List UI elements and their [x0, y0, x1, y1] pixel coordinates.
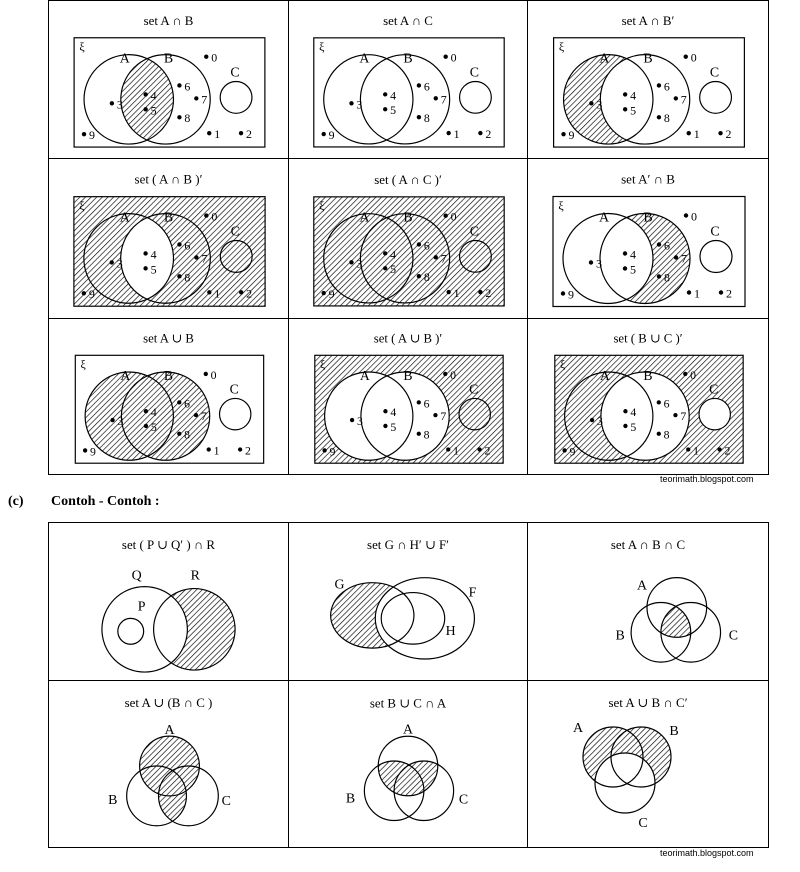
element-dot [717, 447, 721, 451]
element-4: 4 [390, 406, 397, 420]
element-0: 0 [690, 368, 697, 382]
label-f: F [468, 585, 477, 601]
element-dot [623, 251, 627, 255]
element-dot [143, 266, 147, 270]
element-dot [143, 107, 147, 111]
element-dot [433, 413, 437, 417]
element-dot [238, 447, 242, 451]
element-8: 8 [184, 111, 191, 126]
label-b: B [163, 367, 174, 383]
credit-bottom: teorimath.blogspot.com [660, 848, 754, 858]
example-cell [528, 523, 768, 681]
label-g: G [334, 577, 345, 593]
element-0: 0 [450, 368, 457, 382]
venn-cell [49, 159, 289, 318]
element-dot [177, 400, 181, 404]
element-6: 6 [184, 238, 191, 253]
element-dot [417, 400, 421, 404]
element-1: 1 [693, 127, 700, 142]
universe-symbol: ξ [558, 198, 564, 213]
element-dot [683, 372, 687, 376]
cell-title: set ( A ∩ B )′ [134, 171, 203, 187]
example-title: set ( P ∪ Q′ ) ∩ R [121, 536, 216, 552]
element-0: 0 [450, 50, 457, 65]
element-2: 2 [726, 286, 732, 301]
element-dot [82, 291, 86, 295]
element-5: 5 [630, 103, 637, 118]
element-dot [143, 92, 147, 96]
element-8: 8 [423, 270, 430, 285]
element-dot [718, 131, 722, 135]
example-diagram [289, 523, 527, 680]
element-dot [590, 418, 594, 422]
venn-diagram [289, 1, 527, 158]
venn-diagram [528, 319, 768, 474]
element-7: 7 [440, 251, 447, 266]
element-dot [322, 132, 326, 136]
element-dot [434, 255, 438, 259]
element-2: 2 [725, 127, 732, 142]
element-5: 5 [150, 420, 157, 434]
element-dot [239, 290, 243, 294]
element-dot [657, 432, 661, 436]
cell-title: set ( A ∩ C )′ [374, 172, 442, 187]
element-dot [687, 131, 691, 135]
element-dot [562, 448, 566, 452]
example-title: set A ∩ B ∩ C [610, 536, 686, 552]
element-6: 6 [663, 79, 670, 94]
venn-cell [528, 1, 768, 159]
element-dot [684, 213, 688, 217]
element-4: 4 [150, 88, 157, 103]
label-a: A [119, 210, 130, 226]
label-a: A [164, 723, 175, 739]
element-0: 0 [691, 209, 697, 224]
label-b: B [669, 724, 679, 739]
label-c: C [469, 381, 479, 397]
label-a: A [120, 367, 131, 383]
label-a: A [402, 722, 414, 738]
element-9: 9 [88, 287, 95, 302]
element-dot [674, 255, 678, 259]
element-dot [657, 83, 661, 87]
element-9: 9 [89, 128, 95, 143]
element-8: 8 [423, 428, 430, 442]
element-8: 8 [184, 428, 191, 442]
example-cell [49, 523, 289, 681]
element-dot [561, 132, 565, 136]
label-a: A [359, 367, 370, 383]
element-dot [383, 424, 387, 428]
element-dot [417, 115, 421, 119]
element-8: 8 [663, 111, 670, 126]
element-4: 4 [390, 88, 397, 103]
element-dot [657, 274, 661, 278]
element-6: 6 [184, 397, 191, 411]
element-dot [83, 448, 87, 452]
element-dot [444, 214, 448, 218]
element-5: 5 [630, 262, 636, 277]
element-2: 2 [485, 127, 492, 142]
venn-cell [49, 319, 289, 474]
label-b: B [643, 210, 653, 226]
example-diagram [528, 681, 768, 847]
universe-symbol: ξ [79, 198, 85, 213]
element-dot [110, 101, 114, 105]
universe-symbol: ξ [558, 39, 565, 54]
element-3: 3 [356, 97, 363, 112]
examples-grid [48, 522, 769, 848]
element-9: 9 [329, 445, 336, 459]
element-dot [110, 418, 114, 422]
element-dot [623, 266, 627, 270]
venn-cell [289, 159, 528, 318]
element-dot [673, 413, 677, 417]
element-dot [478, 290, 482, 294]
label-c: C [458, 792, 469, 808]
label-a: A [598, 210, 610, 226]
label-b: B [615, 628, 625, 644]
element-3: 3 [116, 97, 123, 112]
element-3: 3 [117, 414, 124, 428]
venn-diagram [49, 319, 288, 474]
element-6: 6 [423, 79, 430, 94]
element-dot [684, 54, 688, 58]
element-1: 1 [214, 286, 221, 301]
element-7: 7 [440, 410, 447, 424]
label-b: B [403, 367, 413, 383]
element-1: 1 [693, 444, 700, 458]
element-7: 7 [201, 251, 208, 266]
universe-symbol: ξ [79, 39, 85, 54]
element-dot [194, 96, 198, 100]
element-dot [657, 115, 661, 119]
venn-diagram [289, 159, 527, 318]
element-4: 4 [630, 406, 637, 420]
element-dot [446, 290, 450, 294]
label-c: C [728, 628, 739, 644]
element-3: 3 [596, 256, 602, 271]
element-8: 8 [664, 270, 670, 285]
label-b: B [163, 210, 174, 226]
element-dot [434, 96, 438, 100]
element-dot [657, 242, 661, 246]
label-b: B [643, 367, 653, 383]
element-2: 2 [484, 444, 491, 458]
element-7: 7 [680, 410, 687, 424]
label-h: H [445, 624, 456, 640]
venn-cell [289, 319, 528, 474]
section-heading [8, 494, 184, 510]
element-dot [444, 55, 448, 59]
universe-symbol: ξ [80, 358, 86, 372]
element-dot [446, 447, 450, 451]
element-4: 4 [150, 406, 157, 420]
element-3: 3 [596, 414, 603, 428]
element-dot [589, 101, 593, 105]
element-dot [623, 409, 627, 413]
element-1: 1 [214, 127, 221, 142]
element-5: 5 [630, 420, 637, 434]
element-2: 2 [246, 286, 253, 301]
element-dot [177, 83, 181, 87]
example-title: set A ∪ B ∩ C′ [608, 695, 688, 710]
element-2: 2 [246, 127, 252, 142]
cell-title: set A′ ∩ B [621, 171, 675, 187]
element-3: 3 [596, 97, 603, 112]
venn-diagram [289, 319, 527, 474]
element-dot [674, 96, 678, 100]
element-dot [349, 260, 353, 264]
label-b: B [643, 51, 653, 67]
label-p: P [137, 599, 146, 615]
venn-diagram [528, 159, 768, 318]
venn-cell [528, 319, 768, 474]
label-c: C [469, 224, 480, 240]
element-dot [383, 266, 387, 270]
element-dot [204, 213, 208, 217]
element-dot [417, 432, 421, 436]
venn-diagram [49, 1, 288, 158]
element-dot [623, 92, 627, 96]
element-dot [383, 92, 387, 96]
element-0: 0 [210, 368, 217, 382]
element-6: 6 [423, 238, 430, 253]
element-dot [322, 291, 326, 295]
element-7: 7 [681, 251, 687, 266]
element-8: 8 [423, 111, 430, 126]
element-6: 6 [663, 397, 670, 411]
section-title: Contoh - Contoh : [51, 494, 160, 509]
element-9: 9 [90, 445, 96, 459]
element-dot [144, 409, 148, 413]
label-a: A [599, 51, 610, 67]
circle-p [118, 618, 144, 644]
element-dot [207, 290, 211, 294]
element-2: 2 [724, 444, 731, 458]
label-c: C [710, 224, 720, 240]
element-6: 6 [423, 397, 430, 411]
element-dot [239, 131, 243, 135]
label-c: C [230, 65, 240, 81]
element-dot [417, 274, 421, 278]
element-0: 0 [690, 50, 697, 65]
element-dot [477, 447, 481, 451]
example-title: set B ∪ C ∩ A [369, 696, 447, 711]
element-7: 7 [440, 92, 447, 107]
label-c: C [221, 793, 231, 809]
label-a: A [637, 578, 648, 594]
element-4: 4 [390, 247, 397, 262]
element-1: 1 [213, 444, 220, 458]
label-c: C [469, 65, 480, 81]
element-5: 5 [390, 262, 397, 277]
venn-diagram [528, 1, 768, 158]
element-3: 3 [356, 256, 363, 271]
cell-title: set A ∩ B [143, 12, 194, 28]
element-dot [177, 115, 181, 119]
element-9: 9 [569, 445, 576, 459]
element-1: 1 [453, 444, 460, 458]
element-4: 4 [630, 247, 636, 262]
element-7: 7 [680, 92, 687, 107]
example-diagram [49, 523, 288, 680]
element-dot [446, 131, 450, 135]
venn-cell [528, 159, 768, 318]
element-dot [110, 260, 114, 264]
element-dot [383, 409, 387, 413]
element-dot [177, 242, 181, 246]
credit-top: teorimath.blogspot.com [660, 474, 754, 484]
element-dot [686, 447, 690, 451]
label-c: C [229, 381, 239, 397]
element-8: 8 [663, 428, 670, 442]
label-c: C [638, 816, 648, 831]
element-dot [194, 413, 198, 417]
label-c: C [230, 224, 240, 240]
section-letter: (c) [8, 494, 24, 509]
label-q: Q [131, 568, 142, 584]
label-a: A [359, 210, 370, 226]
example-diagram [289, 681, 527, 847]
element-dot [194, 255, 198, 259]
cell-title: set A ∩ C [383, 13, 433, 28]
element-dot [383, 251, 387, 255]
element-dot [204, 54, 208, 58]
label-a: A [119, 51, 130, 67]
label-b: B [403, 51, 413, 67]
element-0: 0 [450, 209, 457, 224]
element-dot [478, 131, 482, 135]
venn-cell [49, 1, 289, 159]
label-a: A [599, 367, 610, 383]
universe-symbol: ξ [560, 358, 566, 372]
element-dot [207, 131, 211, 135]
label-a: A [359, 51, 370, 67]
element-dot [657, 400, 661, 404]
label-b: B [163, 51, 174, 67]
element-1: 1 [453, 127, 460, 142]
example-diagram [49, 681, 288, 847]
element-dot [349, 101, 353, 105]
element-7: 7 [201, 92, 208, 107]
element-8: 8 [184, 270, 191, 285]
label-b: B [403, 210, 413, 226]
element-3: 3 [116, 256, 123, 271]
cell-title: set A ∪ B [143, 331, 194, 346]
universe-symbol: ξ [320, 358, 326, 372]
element-dot [144, 424, 148, 428]
element-4: 4 [630, 88, 637, 103]
element-dot [350, 418, 354, 422]
element-dot [177, 432, 181, 436]
example-cell [289, 681, 528, 847]
element-dot [204, 372, 208, 376]
element-dot [719, 290, 723, 294]
example-cell [49, 681, 289, 847]
element-dot [177, 274, 181, 278]
label-r: R [190, 568, 200, 584]
venn-grid-intersections [48, 0, 769, 319]
element-dot [417, 242, 421, 246]
example-title: set G ∩ H′ ∪ F′ [367, 537, 449, 552]
universe-symbol: ξ [319, 198, 325, 213]
element-dot [383, 107, 387, 111]
element-6: 6 [664, 238, 670, 253]
element-dot [623, 424, 627, 428]
element-3: 3 [356, 414, 363, 428]
label-b: B [108, 792, 118, 808]
label-c: C [709, 381, 719, 397]
element-dot [82, 132, 86, 136]
element-dot [687, 290, 691, 294]
element-0: 0 [211, 50, 218, 65]
element-2: 2 [485, 286, 492, 301]
cell-title: set ( A ∪ B )′ [373, 331, 443, 346]
label-c: C [709, 65, 720, 81]
element-9: 9 [328, 287, 335, 301]
element-dot [143, 251, 147, 255]
element-1: 1 [694, 286, 700, 301]
element-7: 7 [200, 410, 207, 424]
element-9: 9 [568, 287, 574, 302]
element-5: 5 [150, 262, 157, 277]
venn-grid-unions [48, 318, 769, 475]
element-dot [623, 107, 627, 111]
cell-title: set ( B ∪ C )′ [613, 331, 683, 346]
cell-title: set A ∩ B′ [621, 12, 675, 28]
venn-diagram [49, 159, 288, 318]
example-title: set A ∪ (B ∩ C ) [124, 695, 213, 711]
example-cell [528, 681, 768, 847]
element-1: 1 [453, 286, 460, 301]
element-0: 0 [211, 209, 218, 224]
label-b: B [345, 791, 356, 807]
element-6: 6 [184, 79, 191, 94]
element-4: 4 [150, 247, 157, 262]
element-5: 5 [390, 420, 397, 434]
universe-symbol: ξ [319, 39, 325, 54]
venn-cell [289, 1, 528, 159]
element-5: 5 [150, 103, 157, 118]
element-9: 9 [568, 128, 575, 143]
element-dot [322, 448, 326, 452]
label-a: A [572, 721, 584, 736]
example-cell [289, 523, 528, 681]
element-dot [417, 83, 421, 87]
element-dot [561, 291, 565, 295]
element-dot [207, 447, 211, 451]
element-9: 9 [328, 128, 335, 142]
example-diagram [528, 523, 768, 680]
element-dot [443, 372, 447, 376]
element-2: 2 [245, 444, 251, 458]
element-dot [589, 260, 593, 264]
element-5: 5 [390, 103, 397, 118]
